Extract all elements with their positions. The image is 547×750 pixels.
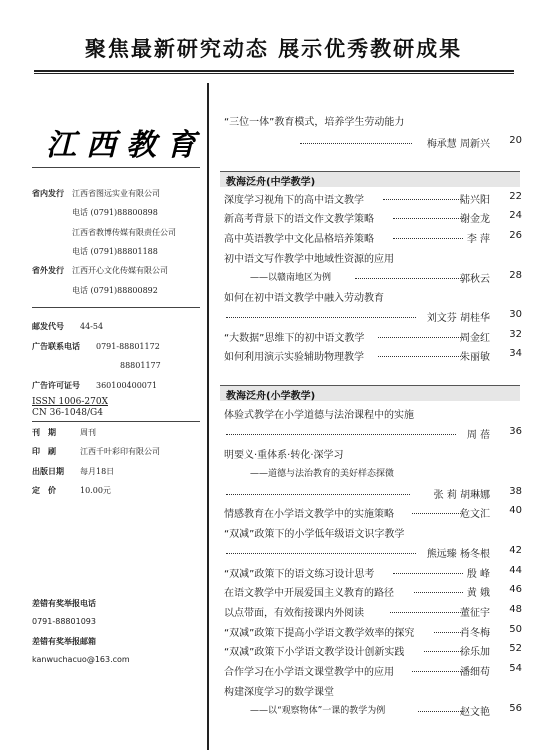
toc-entry-author: 谢金龙: [460, 214, 490, 225]
info-divider: [32, 421, 200, 422]
toc-entry-subtitle: ——以“观察物体”一课的教学为例: [250, 706, 386, 716]
toc-entry-title[interactable]: “双减”政策下小学语文教学设计创新实践: [224, 647, 405, 658]
toc-entry-title[interactable]: “双减”政策下提高小学语文教学效率的探究: [224, 628, 415, 639]
periodical-line: 刊 期 周刊: [32, 428, 96, 437]
toc-entry-title[interactable]: 以点带面，有效衔接课内外阅读: [224, 608, 364, 619]
toc-leader: [393, 238, 463, 239]
toc-entry-author: 刘文芬 胡桂华: [426, 313, 490, 324]
toc-entry-author: 朱丽敏: [460, 352, 490, 363]
toc-entry-page: 38: [509, 486, 522, 497]
toc-entry-page: 20: [509, 135, 522, 146]
toc-leader: [226, 434, 456, 435]
toc-leader: [412, 671, 463, 672]
toc-entry-page: 34: [509, 348, 522, 359]
publisher-line: 电话 (0791)88801188: [72, 247, 158, 256]
header-rule: [34, 70, 514, 72]
errata-email-label: 差错有奖举报邮箱: [32, 637, 96, 646]
journal-slogan: 聚焦最新研究动态 展示优秀教研成果: [84, 36, 463, 61]
toc-entry-author: 肖冬梅: [460, 628, 490, 639]
header-rule-thin: [34, 73, 514, 74]
toc-entry-title[interactable]: 明要义·重体系·转化·深学习: [224, 450, 344, 461]
toc-entry-title[interactable]: 情感教育在小学语文教学中的实施策略: [224, 509, 394, 520]
toc-entry-title[interactable]: 合作学习在小学语文课堂教学中的应用: [224, 667, 394, 678]
toc-entry-author: 郭秋云: [460, 274, 490, 285]
toc-entry-page: 50: [509, 624, 522, 635]
toc-entry-page: 46: [509, 584, 522, 595]
toc-entry-title[interactable]: 体验式教学在小学道德与法治课程中的实施: [224, 410, 414, 421]
toc-entry-author: 梅承慧 周新兴: [426, 139, 490, 150]
toc-entry-page: 48: [509, 604, 522, 615]
toc-leader: [418, 711, 463, 712]
logo-divider: [32, 167, 200, 168]
toc-entry-page: 52: [509, 643, 522, 654]
toc-entry-title[interactable]: 如何在初中语文教学中融入劳动教育: [224, 293, 384, 304]
toc-entry-author: 赵文艳: [460, 707, 490, 718]
postal-line: 邮发代号 44-54: [32, 322, 104, 331]
column-divider: [207, 83, 209, 750]
section-header: 教海泛舟(中学教学): [220, 171, 520, 187]
toc-entry-author: 熊远臻 杨冬根: [426, 549, 490, 560]
errata-email[interactable]: kanwuchacuo@163.com: [32, 655, 130, 664]
toc-entry-author: 董征宇: [460, 608, 490, 619]
publisher-line: 省外发行 江西开心文化传媒有限公司: [32, 266, 168, 275]
toc-leader: [226, 317, 416, 318]
toc-entry-title[interactable]: 深度学习视角下的高中语文教学: [224, 195, 364, 206]
toc-leader: [434, 632, 463, 633]
cn-number: CN 36-1048/G4: [32, 408, 103, 418]
toc-entry-page: 28: [509, 270, 522, 281]
toc-entry-author: 潘细苟: [460, 667, 490, 678]
toc-entry-page: 22: [509, 191, 522, 202]
toc-entry-page: 42: [509, 545, 522, 556]
toc-entry-page: 54: [509, 663, 522, 674]
toc-entry-page: 44: [509, 565, 522, 576]
toc-entry-page: 30: [509, 309, 522, 320]
toc-leader: [378, 337, 463, 338]
toc-entry-title[interactable]: 如何利用演示实验辅助物理教学: [224, 352, 364, 363]
toc-leader: [390, 612, 463, 613]
journal-logo: 江西教育: [46, 128, 206, 163]
toc-entry-title[interactable]: 高中英语教学中文化品格培养策略: [224, 234, 374, 245]
toc-leader: [412, 513, 463, 514]
toc-entry-author: 徐乐加: [460, 647, 490, 658]
toc-entry-author: 陆兴阳: [460, 195, 490, 206]
toc-leader: [424, 651, 463, 652]
toc-leader: [383, 199, 463, 200]
toc-leader: [300, 143, 412, 144]
toc-entry-title[interactable]: 新高考背景下的语文作文教学策略: [224, 214, 374, 225]
toc-entry-subtitle: ——道德与法治教育的美好样态探微: [250, 469, 395, 479]
publisher-line: 电话 (0791)88800892: [72, 286, 158, 295]
toc-entry-page: 32: [509, 329, 522, 340]
toc-entry-author: 周金红: [460, 333, 490, 344]
toc-entry-author: 黄 娥: [466, 588, 490, 599]
postal-line: 广告联系电话 0791-88801172: [32, 342, 160, 351]
publisher-line: 省内发行 江西省图远实业有限公司: [32, 189, 160, 198]
periodical-line: 出版日期 每月18日: [32, 467, 115, 476]
info-divider: [32, 307, 200, 308]
issn: ISSN 1006-270X: [32, 397, 108, 407]
toc-entry-page: 56: [509, 703, 522, 714]
toc-entry-title[interactable]: 构建深度学习的数学课堂: [224, 687, 334, 698]
toc-leader: [226, 553, 416, 554]
publisher-line: 江西省教博传媒有限责任公司: [72, 228, 176, 237]
toc-entry-title[interactable]: 在语文教学中开展爱国主义教育的路径: [224, 588, 394, 599]
toc-leader: [393, 573, 463, 574]
toc-entry-page: 26: [509, 230, 522, 241]
toc-entry-page: 36: [509, 426, 522, 437]
toc-entry-author: 殷 峰: [466, 569, 490, 580]
toc-leader: [393, 218, 463, 219]
toc-entry-page: 40: [509, 505, 522, 516]
toc-entry-author: 李 萍: [466, 234, 490, 245]
toc-entry-title[interactable]: 初中语文写作教学中地域性资源的应用: [224, 254, 394, 265]
errata-phone-label: 差错有奖举报电话: [32, 599, 96, 608]
toc-leader: [378, 356, 463, 357]
periodical-line: 定 价 10.00元: [32, 486, 111, 495]
errata-phone: 0791-88801093: [32, 617, 96, 626]
toc-leader: [355, 278, 463, 279]
toc-entry-author: 周 蓓: [466, 430, 490, 441]
toc-entry-title[interactable]: “双减”政策下的语文练习设计思考: [224, 569, 375, 580]
postal-line: 88801177: [120, 361, 161, 370]
toc-entry-subtitle: ——以赣南地区为例: [250, 273, 332, 283]
toc-entry-title[interactable]: “双减”政策下的小学低年级语文识字教学: [224, 529, 405, 540]
toc-entry-title[interactable]: “三位一体”教育模式，培养学生劳动能力: [224, 117, 405, 128]
toc-leader: [226, 494, 410, 495]
section-header: 教海泛舟(小学教学): [220, 385, 520, 401]
toc-entry-page: 24: [509, 210, 522, 221]
toc-leader: [414, 592, 463, 593]
postal-line: 广告许可证号 360100400071: [32, 381, 158, 390]
periodical-line: 印 刷 江西千叶彩印有限公司: [32, 447, 160, 456]
toc-entry-author: 张 莉 胡琳娜: [433, 490, 490, 501]
toc-entry-title[interactable]: “大数据”思维下的初中语文教学: [224, 333, 365, 344]
publisher-line: 电话 (0791)88800898: [72, 208, 158, 217]
toc-entry-author: 危文汇: [460, 509, 490, 520]
